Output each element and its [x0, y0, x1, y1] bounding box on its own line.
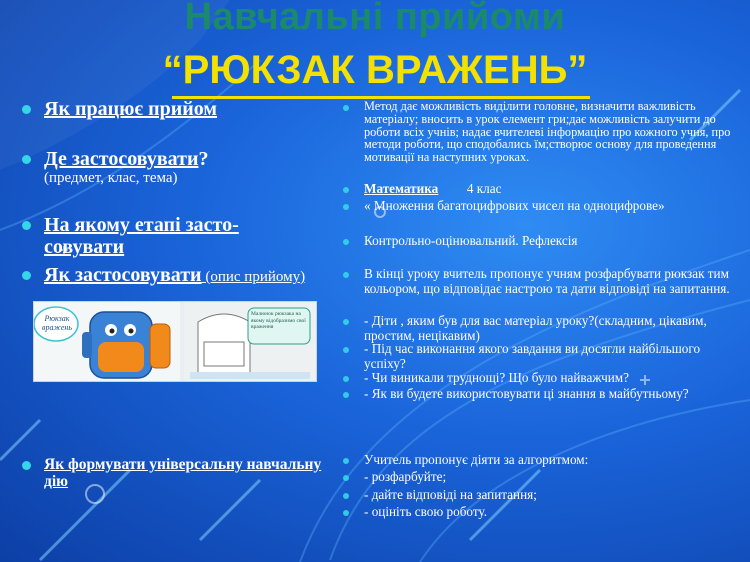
page-subtitle: “РЮКЗАК ВРАЖЕНЬ”	[162, 48, 588, 92]
bullet-icon	[343, 392, 349, 398]
backpack-caption: Рюкзак вражень	[42, 314, 72, 332]
description-paragraph: Метод дає можливість виділити головне, визначити важливість матеріалу; вносить в урок елемент гри;дає можливість залучити до роботи всіх учнів; надає вчителеві інформацію про кожного учня, про методи роботи, що сподобались їм;створює основу для проведення мотивації на наступних уроках.	[364, 99, 731, 165]
link-how-works[interactable]: Як працює прийом	[44, 98, 217, 120]
topic-text: « Множення багатоцифрових чисел на одноцифрове»	[364, 198, 665, 213]
how-line-2	[343, 314, 734, 343]
bullet-icon	[343, 376, 349, 382]
backpack-image	[34, 302, 180, 381]
algorithm-line-0	[343, 453, 734, 468]
subject-link[interactable]: Математика	[364, 181, 439, 196]
link-which-stage[interactable]: На якому етапі засто-совувати	[44, 214, 239, 258]
how-text-2: - Діти , яким був для вас матеріал уроку?(складним, цікавим, простим, нецікавим)	[364, 313, 707, 343]
how-line-4	[343, 371, 734, 386]
how-apply-subtitle: (опис прийому)	[201, 269, 306, 285]
algorithm-text-1: - розфарбуйте;	[364, 469, 447, 484]
how-text-1: В кінці уроку вчитель пропонує учням розфарбувати рюкзак тим кольором, що відповідає настрою та дати відповіді на запитання.	[364, 266, 730, 296]
algorithm-text-2: - дайте відповіді на запитання;	[364, 487, 537, 502]
link-how-apply[interactable]: Як застосовувати	[44, 264, 202, 286]
link-where-use[interactable]: Де застосовувати	[44, 148, 199, 170]
bullet-icon	[22, 221, 31, 230]
bullet-icon	[343, 493, 349, 499]
stage-text: Контрольно-оцінювальний. Рефлексія	[364, 233, 578, 248]
algorithm-text-3: - оцініть свою роботу.	[364, 504, 488, 519]
bullet-icon	[343, 347, 349, 353]
how-text-4: - Чи виникали труднощі? Що було найважчим?	[364, 370, 629, 385]
grade-text: 4 клас	[466, 181, 502, 196]
description-text	[343, 100, 734, 164]
question-mark: ?	[198, 148, 209, 170]
page-title: Навчальні прийоми	[184, 0, 566, 38]
list-item	[22, 214, 334, 258]
subject-line	[343, 182, 734, 197]
list-item	[22, 264, 334, 286]
bullet-icon	[343, 510, 349, 516]
bullet-icon	[343, 105, 349, 111]
bullet-icon	[22, 461, 31, 470]
bullet-icon	[343, 475, 349, 481]
card-text: Малюнок рюкзака на якому відобразимо свої враження	[251, 311, 306, 330]
algorithm-text-0: Учитель пропонує діяти за алгоритмом:	[364, 452, 589, 467]
how-text-3: - Під час виконання якого завдання ви досягли найбільшого успіху?	[364, 341, 701, 371]
how-text-5: - Як ви будете використовувати ці знання в майбутньому?	[364, 386, 689, 401]
bullet-icon	[343, 239, 349, 245]
link-form-skill[interactable]: Як формувати універсальну навчальну дію	[44, 456, 322, 490]
bullet-icon	[343, 458, 349, 464]
stage-line	[343, 234, 734, 249]
where-use-subtitle: (предмет, клас, тема)	[44, 170, 178, 186]
topic-line	[343, 199, 734, 214]
bullet-icon	[343, 319, 349, 325]
bullet-icon	[22, 155, 31, 164]
bullet-icon	[22, 105, 31, 114]
list-item	[22, 148, 334, 187]
algorithm-line-1	[343, 470, 734, 485]
algorithm-line-2	[343, 488, 734, 503]
bullet-icon	[22, 271, 31, 280]
how-line-3	[343, 342, 734, 371]
how-line-5	[343, 387, 734, 402]
algorithm-line-3	[343, 505, 734, 520]
bullet-icon	[343, 204, 349, 210]
how-line-1	[343, 267, 734, 296]
list-item	[22, 456, 334, 490]
backpack-sketch-image	[184, 302, 316, 381]
bullet-icon	[343, 272, 349, 278]
list-item	[22, 98, 334, 120]
bullet-icon	[343, 187, 349, 193]
illustration-panel	[33, 301, 317, 382]
